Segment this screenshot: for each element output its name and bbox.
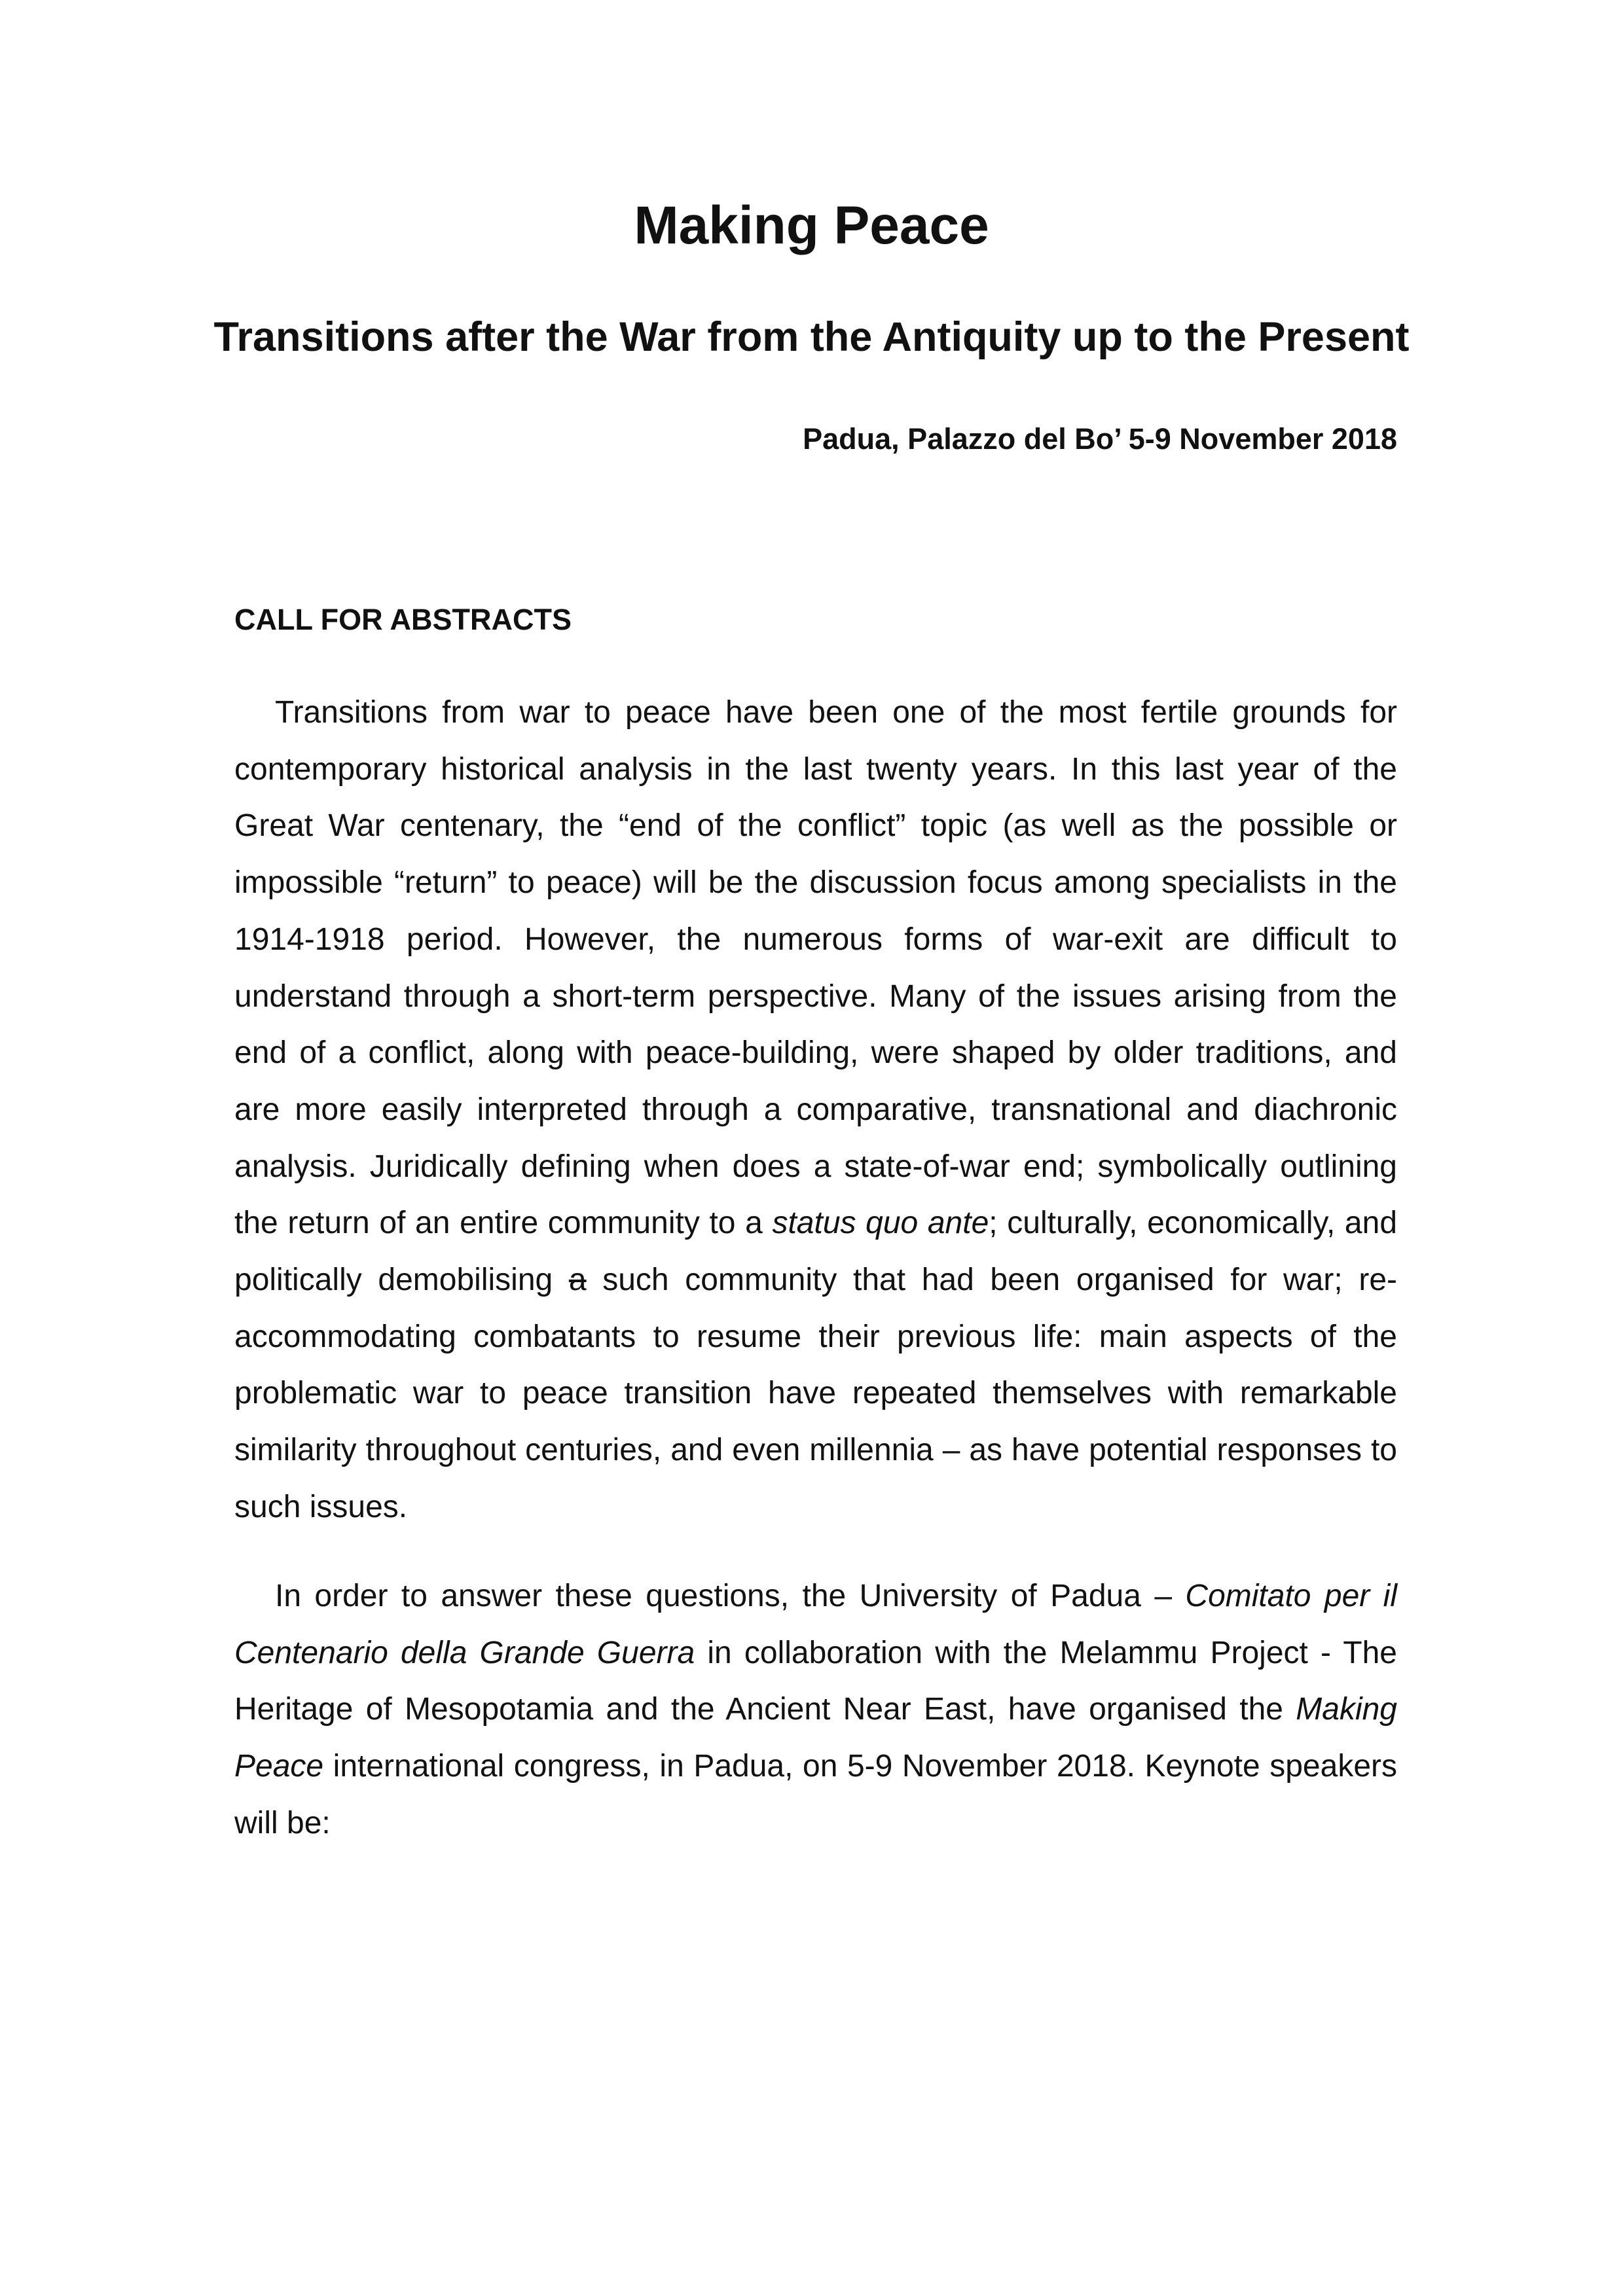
paragraph-intro-text-b: ; culturally, economically, and politically demobilising — [234, 1206, 1398, 1298]
paragraph-intro-text-a: Transitions from war to peace have been one of the most fertile grounds for contemporary historical analysis in the last twenty years. In this last year of the Great War centenary, the “end of the conflict” topic (as well as the possible or impossible “return” to peace) will be the discussion focus among specialists in the 1914-1918 period. However, the numerous forms of war-exit are difficult to understand through a short-term perspective. Many of the issues arising from the end of a conflict, along with peace-building, were shaped by older traditions, and are more easily interpreted through a comparative, transnational and diachronic analysis. Juridically defining when does a state-of-war end; symbolically outlining the return of an entire community to a — [234, 695, 1397, 1241]
paragraph-intro-strikethrough: a — [568, 1263, 587, 1298]
paragraph-organisers — [234, 1568, 1397, 1852]
paragraph-intro-text-c: such community that had been organised for war; re-accommodating combatants to resume their previous life: main aspects of the problematic war to peace transition have repeated themselves with remarkable similarity throughout centuries, and even millennia – as have potential responses to such issues. — [234, 1263, 1398, 1524]
paragraph-organisers-text-a: In order to answer these questions, the University of Padua – — [275, 1579, 1186, 1613]
paragraph-organisers-text-c: international congress, in Padua, on 5-9 November 2018. Keynote speakers will be: — [234, 1749, 1397, 1840]
paragraph-organisers-italic-comitato: Comitato per il Centenario della Grande Guerra — [234, 1579, 1397, 1670]
document-title: Making Peace — [634, 196, 989, 255]
section-heading: CALL FOR ABSTRACTS — [234, 603, 572, 636]
paragraph-organisers-italic-making-peace: Making Peace — [234, 1692, 1397, 1784]
paragraph-intro — [234, 685, 1397, 1536]
event-venue-date: Padua, Palazzo del Bo’ 5-9 November 2018 — [803, 422, 1397, 456]
paragraph-organisers-text-b: in collaboration with the Melammu Project - The Heritage of Mesopotamia and the Ancient Near East, have organised the — [234, 1635, 1398, 1727]
document-subtitle: Transitions after the War from the Antiquity up to the Present — [213, 314, 1410, 360]
paragraph-intro-italic-status-quo: status quo ante — [772, 1206, 989, 1241]
